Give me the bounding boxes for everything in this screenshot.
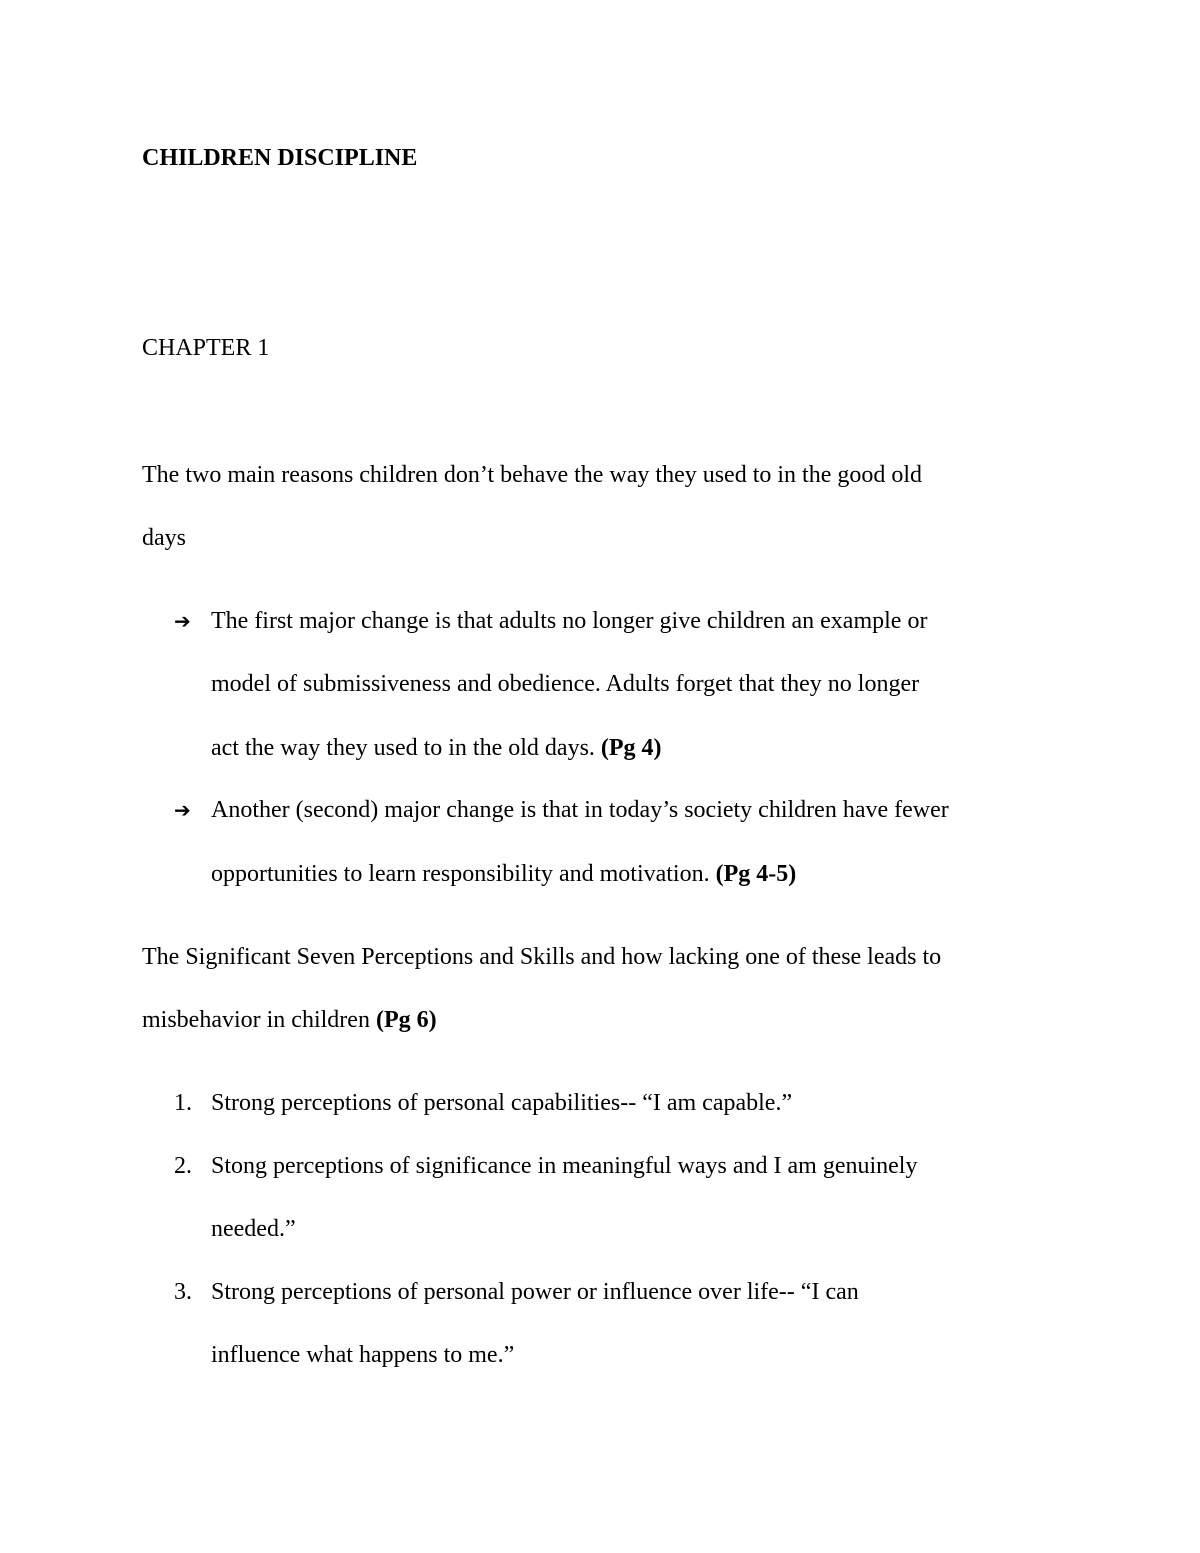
section-2-text: misbehavior in children — [142, 1007, 376, 1033]
list-item-2-line-1: Stong perceptions of significance in meaningful ways and I am genuinely — [211, 1153, 918, 1179]
list-item-3-line-1: Strong perceptions of personal power or influence over life-- “I can — [211, 1279, 859, 1305]
bullet-2-line-1: Another (second) major change is that in today’s society children have fewer — [211, 797, 949, 823]
list-number: 1. — [174, 1090, 192, 1116]
arrow-bullet-icon: ➔ — [174, 609, 191, 633]
page-reference: (Pg 6) — [375, 1007, 437, 1033]
bullet-1-line-2: model of submissiveness and obedience. Adults forget that they no longer — [211, 671, 920, 697]
arrow-bullet-icon: ➔ — [174, 798, 191, 822]
section-2-line-2 — [142, 1005, 437, 1035]
document-title: CHILDREN DISCIPLINE — [142, 145, 418, 171]
intro-line-1: The two main reasons children don’t behave the way they used to in the good old — [142, 462, 923, 488]
bullet-1-line-3 — [211, 733, 662, 763]
bullet-1-line-1: The first major change is that adults no longer give children an example or — [211, 608, 928, 634]
intro-line-2: days — [142, 525, 186, 551]
list-item-3-line-2: influence what happens to me.” — [211, 1342, 515, 1368]
list-item-2-line-2: needed.” — [211, 1216, 296, 1242]
page-reference: (Pg 4) — [600, 735, 662, 761]
list-number: 2. — [174, 1153, 192, 1179]
list-number: 3. — [174, 1279, 192, 1305]
section-2-line-1: The Significant Seven Perceptions and Skills and how lacking one of these leads to — [142, 944, 942, 970]
bullet-2-text: opportunities to learn responsibility and motivation. — [211, 861, 716, 887]
bullet-1-text: act the way they used to in the old days. — [211, 735, 601, 761]
page-reference: (Pg 4-5) — [715, 861, 797, 887]
chapter-heading: CHAPTER 1 — [142, 335, 270, 361]
bullet-2-line-2 — [211, 859, 796, 889]
list-item-1-line-1: Strong perceptions of personal capabilities-- “I am capable.” — [211, 1090, 793, 1116]
